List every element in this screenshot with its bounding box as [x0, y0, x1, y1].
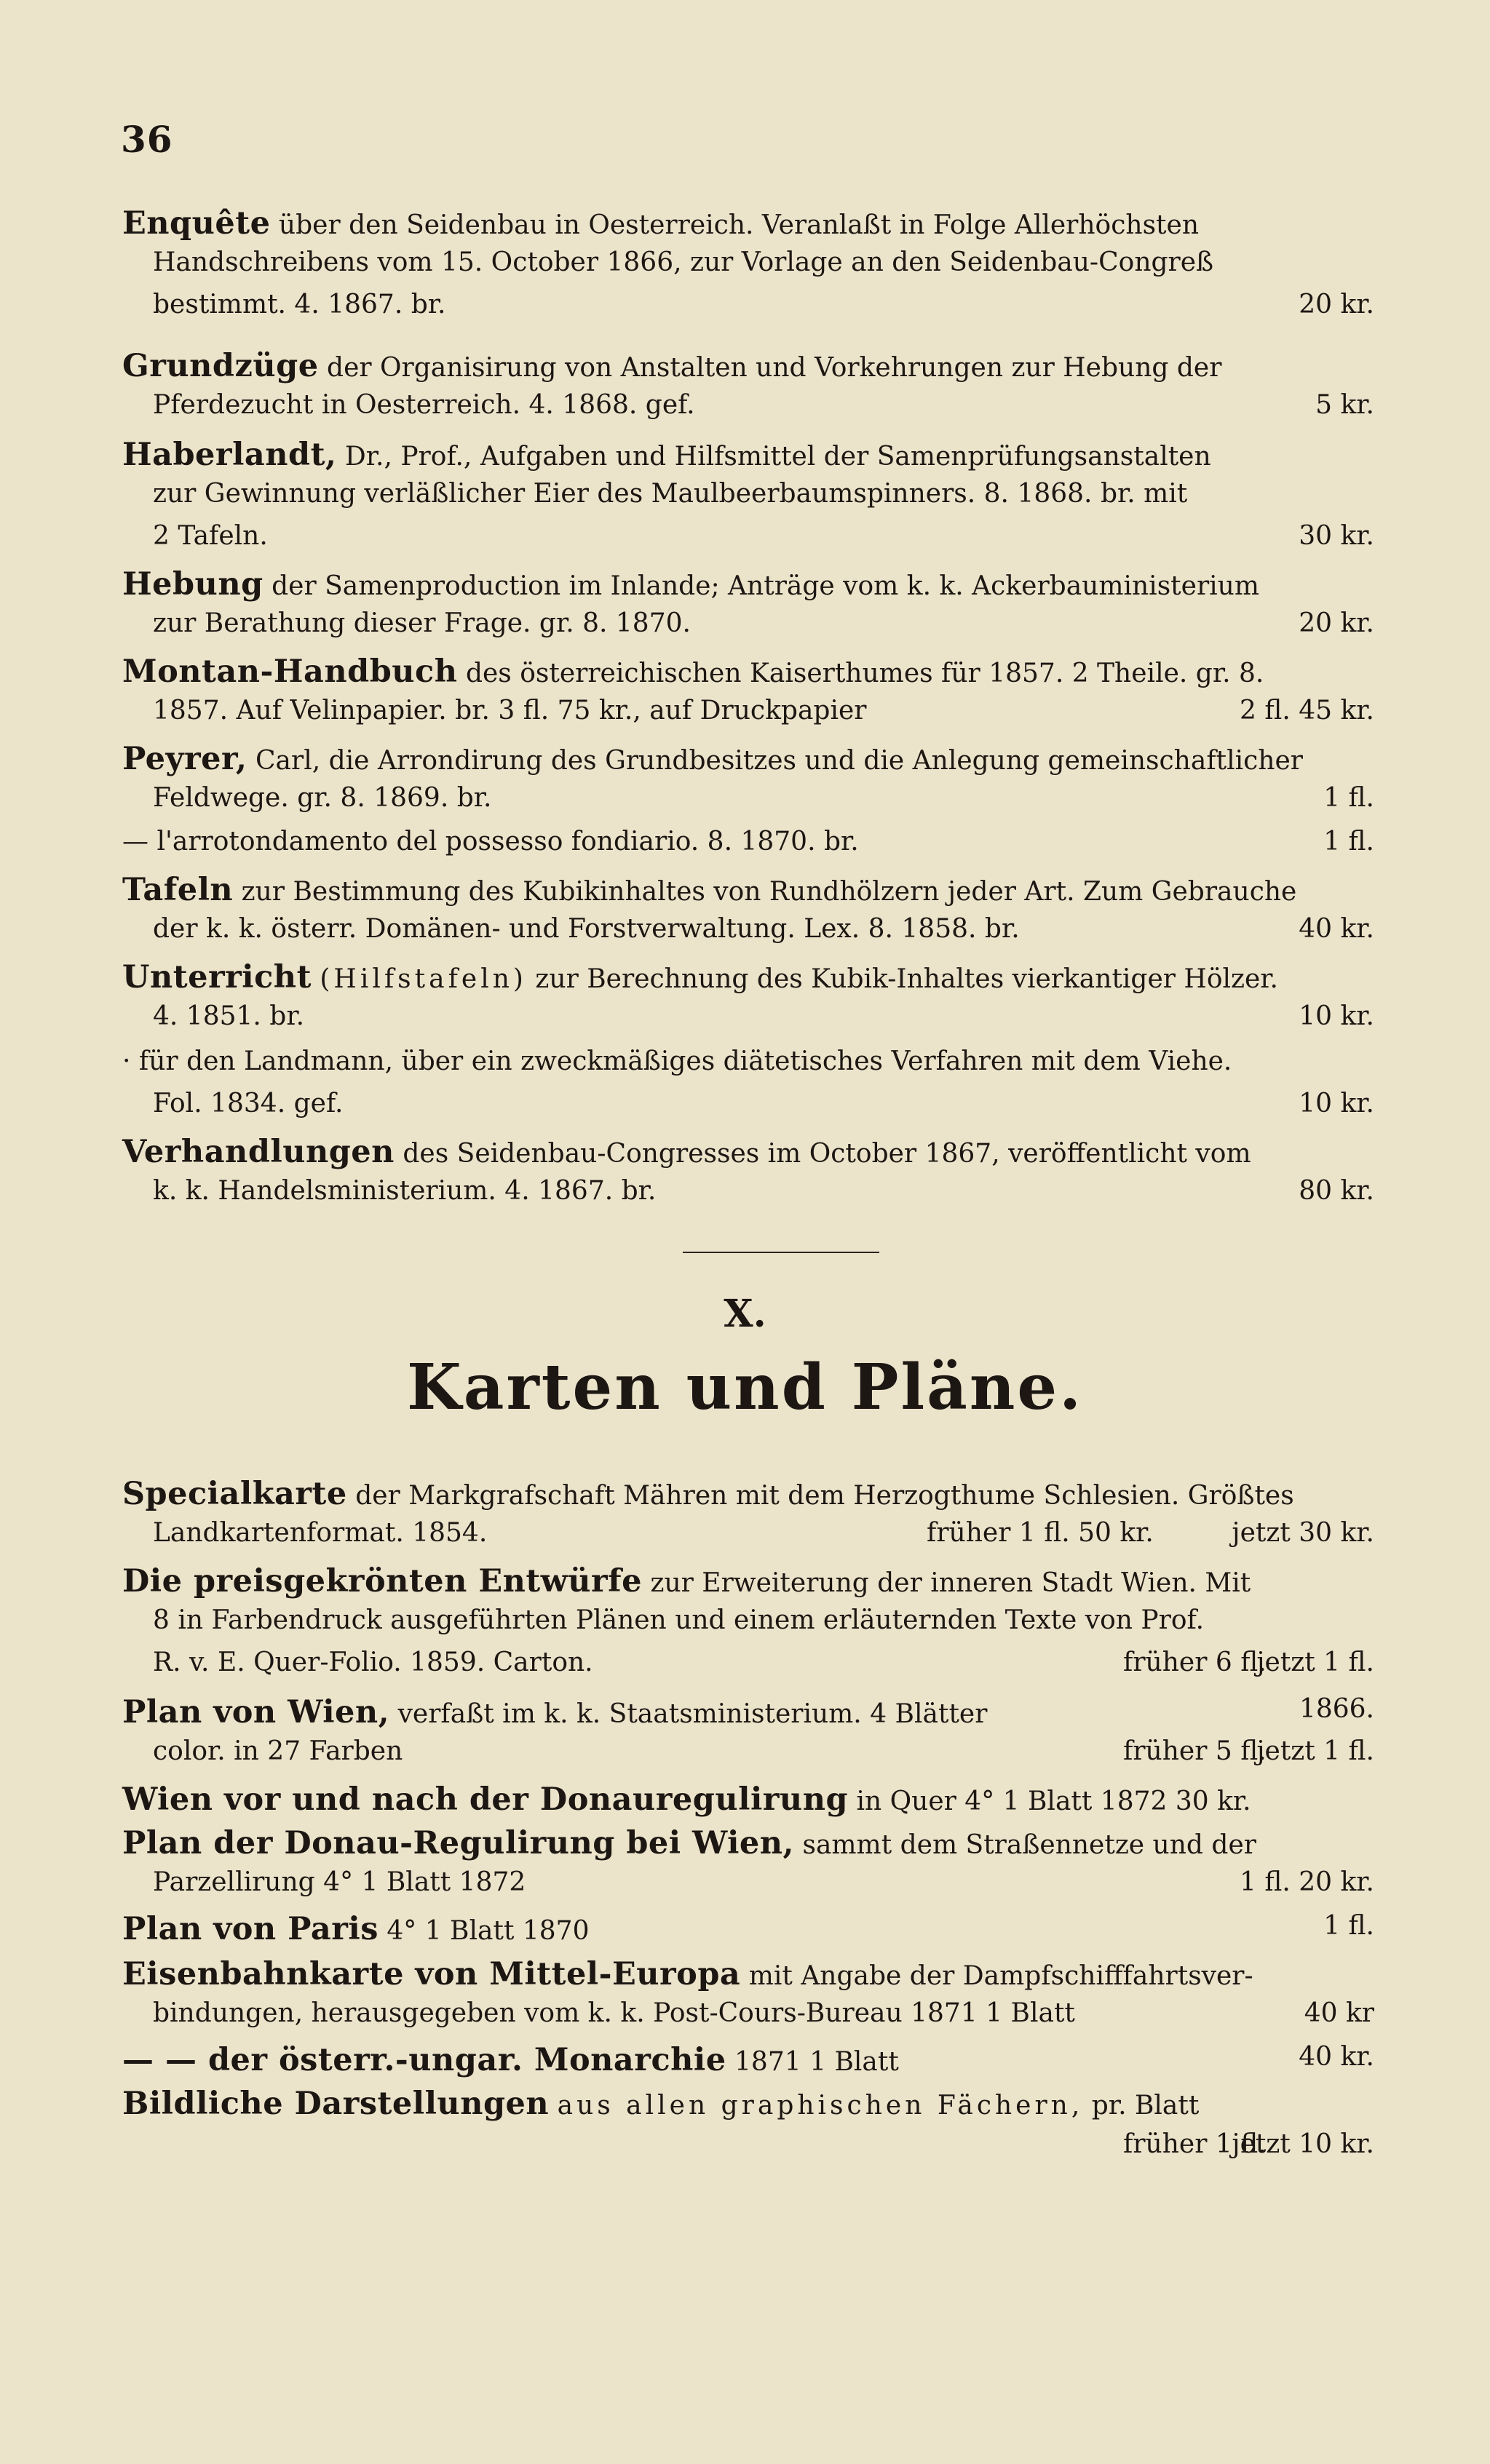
- price: 40 kr.: [1299, 914, 1374, 944]
- price: 10 kr.: [1299, 1001, 1374, 1031]
- entry-dash: ·: [122, 1046, 131, 1076]
- price: 10 kr.: [1299, 1089, 1374, 1118]
- current-price: jetzt 30 kr.: [1232, 1518, 1374, 1548]
- page-number: 36: [121, 118, 173, 161]
- entry-headword: Plan der Donau-Regulirung bei Wien,: [122, 1825, 795, 1861]
- entry-headword: Eisenbahnkarte von Mittel-Europa: [122, 1956, 741, 1992]
- price: 1 fl.: [1323, 1911, 1374, 1941]
- year: 1866.: [1299, 1694, 1374, 1724]
- price: 80 kr.: [1299, 1176, 1374, 1206]
- entry-headword: Grundzüge: [122, 348, 319, 384]
- entry-headword: Hebung: [122, 566, 263, 603]
- earlier-price: früher 1 fl. 50 kr.: [927, 1518, 1154, 1548]
- entry-headword: Bildliche Darstellungen: [122, 2086, 550, 2122]
- price: 1 fl.: [1323, 827, 1374, 857]
- book-page: 36 Enquête über den Seidenbau in Oesterreich. Veranlaßt in Folge Allerhöchsten Handschreibens vom 15. October 1866, zur Vorlage an den Seidenbau-Congreß bestimmt. 4. 1867. br. 20 kr. Grundzüge der Organisirung von Anstalten und Vorkehrungen zur Hebung der Pferdezucht in Oesterreich. 4. 1868. gef. 5 kr. Haberlandt, Dr., Prof., Aufgaben und Hilfsmittel der Samenprüfungsanstalten zur Gewinnung verläßlicher Eier des Maulbeerbaumspinners. 8. 1868. br. mit 2 Tafeln. 30 kr. Hebung der Samenproduction im Inlande; Anträge vom k. k. Ackerbauministerium zur Berathung dieser Frage. gr. 8. 1870. 20 kr. Montan-Handbuch des österreichischen Kaiserthumes für 1857. 2 Theile. gr. 8. 1857. Auf Velinpapier. br. 3 fl. 75 kr., auf Druckpapier 2 fl. 45 kr. Peyrer, Carl, die Arrondirung des Grundbesitzes und die Anlegung gemeinschaftlicher Feldwege. gr. 8. 1869. br. 1 fl. — l'arrotondamento del possesso fondiario. 8. 1870. br. 1 fl. Tafeln zur Bestimmung des Kubikinhaltes von Rundhölzern jeder Art. Zum Gebrauche der k. k. österr. Domänen- und Forstverwaltung. Lex. 8. 1858. br. 40 kr. Unterricht (Hilfstafeln) zur Berechnung des Kubik-Inhaltes vierkantiger Hölzer. 4. 1851. br. 10 kr. · für den Landmann, über ein zweckmäßiges diätetisches Verfahren mit dem Viehe. Fol. 1834. gef. 10 kr. Verhandlungen des Seidenbau-Congresses im October 1867, veröffentlicht vom k. k. Handelsministerium. 4. 1867. br. 80 kr. X. Karten und Pläne. Specialkarte der Markgrafschaft Mähren mit dem Herzogthume Schlesien. Größtes Landkartenformat. 1854. früher 1 fl. 50 kr. jetzt 30 kr. Die preisgekrönten Entwürfe zur Erweiterung der inneren Stadt Wien. Mit 8 in Farbendruck ausgeführten Plänen und einem erläuternden Texte von Prof. R. v. E. Quer-Folio. 1859. Carton. früher 6 fl. jetzt 1 fl. Plan von Wien, verfaßt im k. k. Staatsministerium. 4 Blätter 1866. color. in 27 Farben früher 5 fl. jetzt 1 fl. Wien vor und nach der Donauregulirung in Quer 4° 1 Blatt 1872 30 kr. Plan der Donau-Regulirung bei Wien, sammt dem Straßennetze und der Parzellirung 4° 1 Blatt 1872 1 fl. 20 kr. Plan von Paris 4° 1 Blatt 1870 1 fl. Eisenbahnkarte von Mittel-Europa mit Angabe der Dampfschifffahrtsver- bindungen, herausgegeben vom k. k. Post-Cours-Bureau 1871 1 Blatt 40 kr — — der österr.-ungar. Monarchie 1871 1 Blatt 40 kr. Bildliche Darstellungen aus allen graphischen Fächern, pr. Blatt früher 1 fl. jetzt 10 kr.: [0, 0, 1490, 2464]
- price: 2 fl. 45 kr.: [1239, 696, 1374, 726]
- entry-headword: Specialkarte: [122, 1476, 347, 1512]
- entry-headword: Verhandlungen: [122, 1134, 395, 1170]
- section-divider: [683, 1252, 879, 1253]
- entry-headword: — — der österr.-ungar. Monarchie: [122, 2042, 726, 2078]
- entry-headword: Montan-Handbuch: [122, 653, 458, 690]
- price: 1 fl.: [1323, 783, 1374, 813]
- entry-headword: Unterricht: [122, 959, 312, 995]
- earlier-price: früher 5 fl.: [1123, 1736, 1267, 1766]
- current-price: jetzt 1 fl.: [1256, 1648, 1374, 1677]
- entry-dash: —: [122, 827, 148, 857]
- section-number: X.: [724, 1292, 766, 1336]
- price: 1 fl. 20 kr.: [1239, 1867, 1374, 1897]
- entry-headword: Tafeln: [122, 872, 234, 908]
- entry-headword: Wien vor und nach der Donauregulirung: [122, 1781, 849, 1818]
- price: 20 kr.: [1299, 290, 1374, 319]
- entry-headword: Plan von Paris: [122, 1911, 379, 1947]
- price: 40 kr: [1304, 1998, 1374, 2028]
- entry-headword: Plan von Wien,: [122, 1694, 390, 1730]
- price: 30 kr.: [1299, 521, 1374, 551]
- entry-headword: Enquête: [122, 205, 271, 242]
- price: 20 kr.: [1299, 608, 1374, 638]
- earlier-price: früher 1 fl.: [1123, 2129, 1267, 2159]
- current-price: jetzt 10 kr.: [1232, 2129, 1374, 2159]
- entry-headword: Peyrer,: [122, 741, 247, 777]
- price: 5 kr.: [1315, 390, 1374, 420]
- current-price: jetzt 1 fl.: [1256, 1736, 1374, 1766]
- entry-headword: Die preisgekrönten Entwürfe: [122, 1563, 643, 1599]
- earlier-price: früher 6 fl.: [1123, 1648, 1267, 1677]
- entry-headword: Haberlandt,: [122, 437, 337, 473]
- price: 40 kr.: [1299, 2042, 1374, 2072]
- section-title: Karten und Pläne.: [406, 1351, 1084, 1424]
